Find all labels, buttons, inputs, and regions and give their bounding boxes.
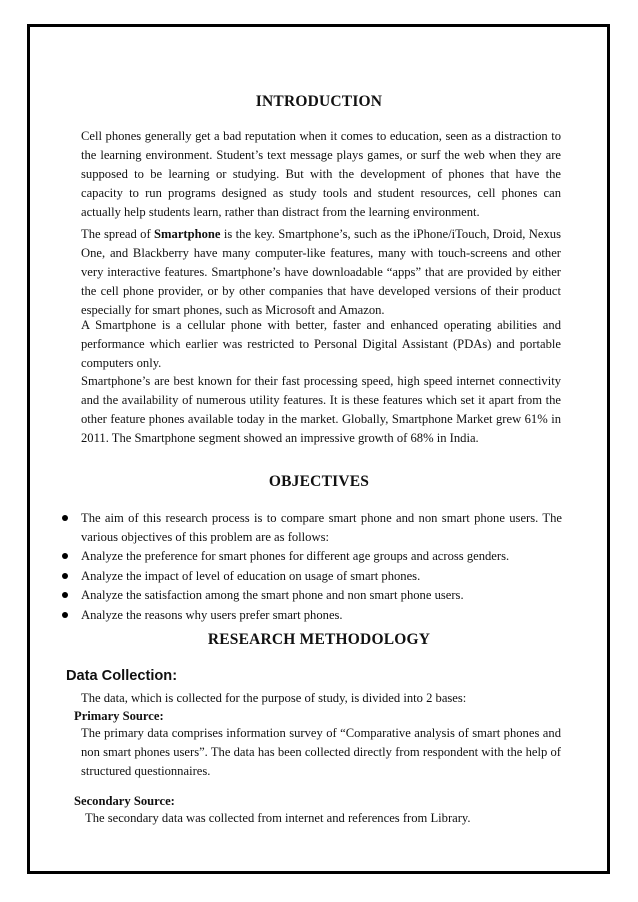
introduction-paragraph-3: A Smartphone is a cellular phone with better, faster and enhanced operating abilities and performance which earlier was restricted to Personal Digital Assistant (PDAs) and portable computers only. [81,318,561,370]
primary-source-text: The primary data comprises information survey of “Comparative analysis of smart phones and non smart phones users”. The data has been collected directly from respondent with the help of structured questionnaires. [81,726,561,778]
paragraph-2-rest: is the key. Smartphone’s, such as the iPhone/iTouch, Droid, Nexus One, and Blackberry have many computer-like features, many with touch-screens and other very interactive features. Smartphone’s have downloadable “apps” that are provided by either the cell phone provider, or by other companies that have developed versions of their product especially for smart phones, such as Microsoft and Amazon. [81,227,561,317]
bullet-icon [62,515,68,521]
objective-item [62,586,562,605]
objective-text: Analyze the preference for smart phones for different age groups and across genders. [81,549,510,564]
objective-item [62,606,562,625]
bullet-icon [62,612,68,618]
objective-text: Analyze the reasons why users prefer smart phones. [81,607,343,622]
introduction-paragraph-4: Smartphone’s are best known for their fast processing speed, high speed internet connectivity and the availability of numerous utility features. It is these features which set it apart from the other feature phones available today in the market. Globally, Smartphone Market grew 61% in 2011. The Smartphone segment showed an impressive growth of 68% in India. [81,374,561,445]
objective-text: Analyze the impact of level of education on usage of smart phones. [81,568,421,583]
objective-item [62,547,562,566]
bullet-icon [62,553,68,559]
bullet-icon [62,592,68,598]
secondary-source-text: The secondary data was collected from internet and references from Library. [85,811,471,825]
paragraph-2-prefix: The spread of [81,227,155,241]
objective-text: The aim of this research process is to compare smart phone and non smart phone users. The various objectives of this problem are as follows: [81,511,562,544]
objective-item [62,509,562,547]
secondary-source-title: Secondary Source: [74,794,175,808]
methodology-heading: RESEARCH METHODOLOGY [207,631,431,648]
introduction-paragraph-2 [81,225,561,320]
smartphone-bold-term: Smartphone [154,227,221,241]
introduction-paragraph-1: Cell phones generally get a bad reputation when it comes to education, seen as a distraction to the learning environment. Student’s text message plays games, or surf the web when they are supposed to be learning or studying. But with the development of phones that have the capacity to run programs designed as study tools and student resources, cell phones can actually help students learn, rather than distract from the learning environment. [81,129,561,219]
data-collection-title: Data Collection: [66,668,178,684]
objectives-list [62,509,562,625]
data-collection-text: The data, which is collected for the purpose of study, is divided into 2 bases: [81,691,467,705]
introduction-heading: INTRODUCTION [255,93,383,110]
objective-text: Analyze the satisfaction among the smart phone and non smart phone users. [81,588,464,603]
objectives-heading: OBJECTIVES [268,473,370,490]
objective-item [62,567,562,586]
bullet-icon [62,573,68,579]
primary-source-title: Primary Source: [74,709,164,723]
